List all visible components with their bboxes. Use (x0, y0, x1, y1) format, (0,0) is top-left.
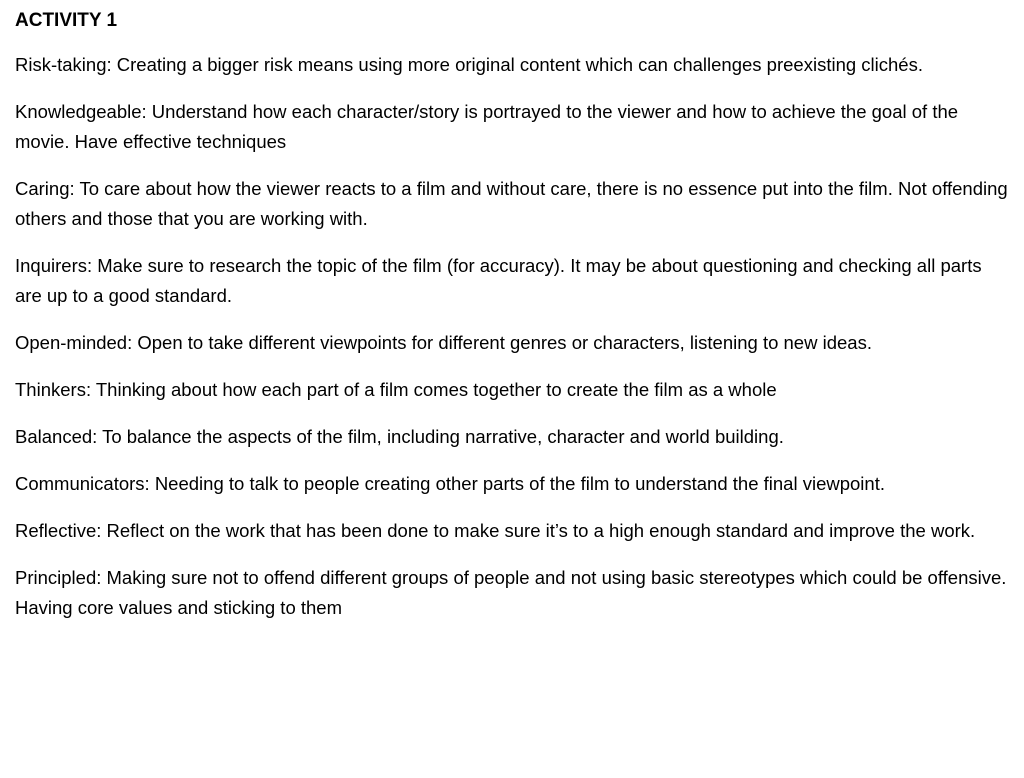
paragraph-inquirers: Inquirers: Make sure to research the topic of the film (for accuracy). It may be about questioning and checking all parts are up to a good standard. (15, 255, 982, 306)
paragraph-reflective: Reflective: Reflect on the work that has been done to make sure it’s to a high enough standard and improve the work. (15, 520, 976, 541)
document-title: ACTIVITY 1 (15, 10, 118, 31)
paragraph-balanced: Balanced: To balance the aspects of the film, including narrative, character and world building. (15, 426, 784, 447)
paragraph-knowledgeable: Knowledgeable: Understand how each character/story is portrayed to the viewer and how to achieve the goal of the movie. Have effective techniques (15, 101, 959, 152)
paragraph-risk-taking: Risk-taking: Creating a bigger risk means using more original content which can challenges preexisting clichés. (15, 54, 923, 75)
paragraph-principled: Principled: Making sure not to offend different groups of people and not using basic stereotypes which could be offensive. Having core values and sticking to them (15, 567, 1007, 618)
paragraph-communicators: Communicators: Needing to talk to people creating other parts of the film to understand the final viewpoint. (15, 473, 885, 494)
document-page (15, 6, 1010, 623)
paragraph-open-minded: Open-minded: Open to take different viewpoints for different genres or characters, listening to new ideas. (15, 332, 872, 353)
paragraph-caring: Caring: To care about how the viewer reacts to a film and without care, there is no essence put into the film. Not offending others and those that you are working with. (15, 178, 1008, 229)
paragraph-thinkers: Thinkers: Thinking about how each part of a film comes together to create the film as a whole (15, 379, 777, 400)
